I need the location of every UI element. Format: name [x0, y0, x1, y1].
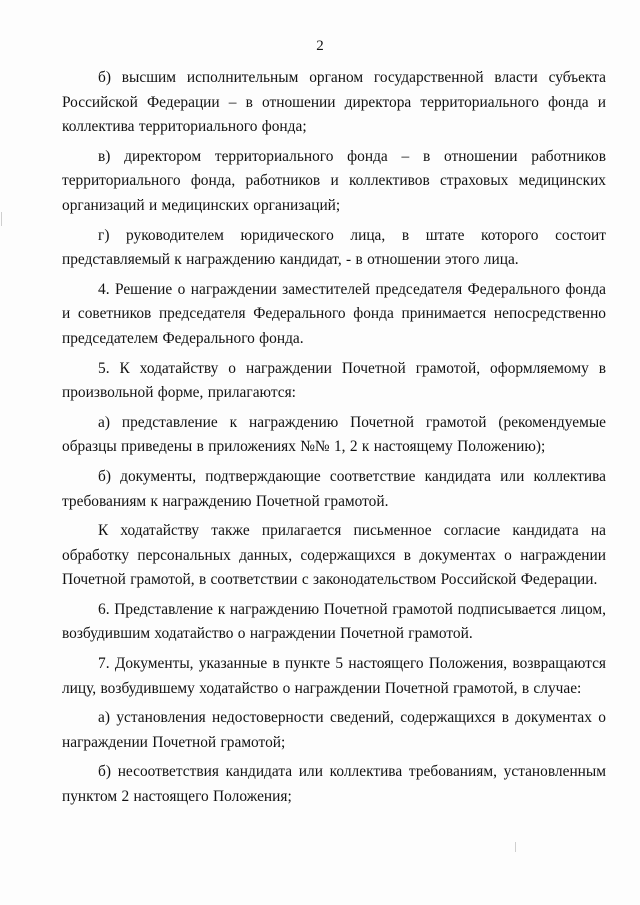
paragraph-6-signature: 6. Представление к награждению Почетной грамотой подписывается лицом, возбудившим ходатайство о награждении Почетной грамотой.: [62, 600, 606, 643]
paragraph-5b-documents: б) документы, подтверждающие соответствие кандидата или коллектива требованиям к награждению Почетной грамотой.: [62, 467, 606, 510]
paragraph-consent: К ходатайству также прилагается письменное согласие кандидата на обработку персональных данных, содержащихся в документах о награждении Почетной грамотой, в соответствии с законодательством Российской Федерации.: [62, 522, 606, 589]
paragraph-v-director: в) директором территориального фонда – в отношении работников территориального фонда, работников и коллективов страховых медицинских организаций и медицинских организаций;: [62, 147, 606, 214]
paragraph-7a-unreliable-info: а) установления недостоверности сведений, содержащихся в документах о награждении Почетной грамотой;: [62, 709, 606, 751]
paragraph-5-petition-attachments: 5. К ходатайству о награждении Почетной грамотой, оформляемому в произвольной форме, прилагаются:: [62, 359, 606, 402]
page-number: 2: [316, 38, 324, 54]
paragraph-5a-nomination: а) представление к награждению Почетной грамотой (рекомендуемые образцы приведены в приложениях №№ 1, 2 к настоящему Положению);: [62, 413, 606, 456]
scan-artifact: [515, 842, 516, 852]
document-body: [62, 66, 606, 815]
paragraph-b-executive-body: б) высшим исполнительным органом государственной власти субъекта Российской Федерации – в отношении директора территориального фонда и коллектива территориального фонда;: [62, 69, 606, 136]
scan-artifact: [1, 212, 2, 226]
paragraph-g-legal-entity-head: г) руководителем юридического лица, в штате которого состоит представляемый к награждению кандидат, - в отношении этого лица.: [62, 226, 606, 269]
paragraph-7-return: 7. Документы, указанные в пункте 5 настоящего Положения, возвращаются лицу, возбудившему ходатайство о награждении Почетной грамотой, в случае:: [62, 655, 606, 697]
paragraph-4-deputies-decision: 4. Решение о награждении заместителей председателя Федерального фонда и советников председателя Федерального фонда принимается непосредственно председателем Федерального фонда.: [62, 280, 606, 347]
paragraph-7b-nonconformity: б) несоответствия кандидата или коллектива требованиям, установленным пунктом 2 настоящего Положения;: [62, 763, 606, 806]
